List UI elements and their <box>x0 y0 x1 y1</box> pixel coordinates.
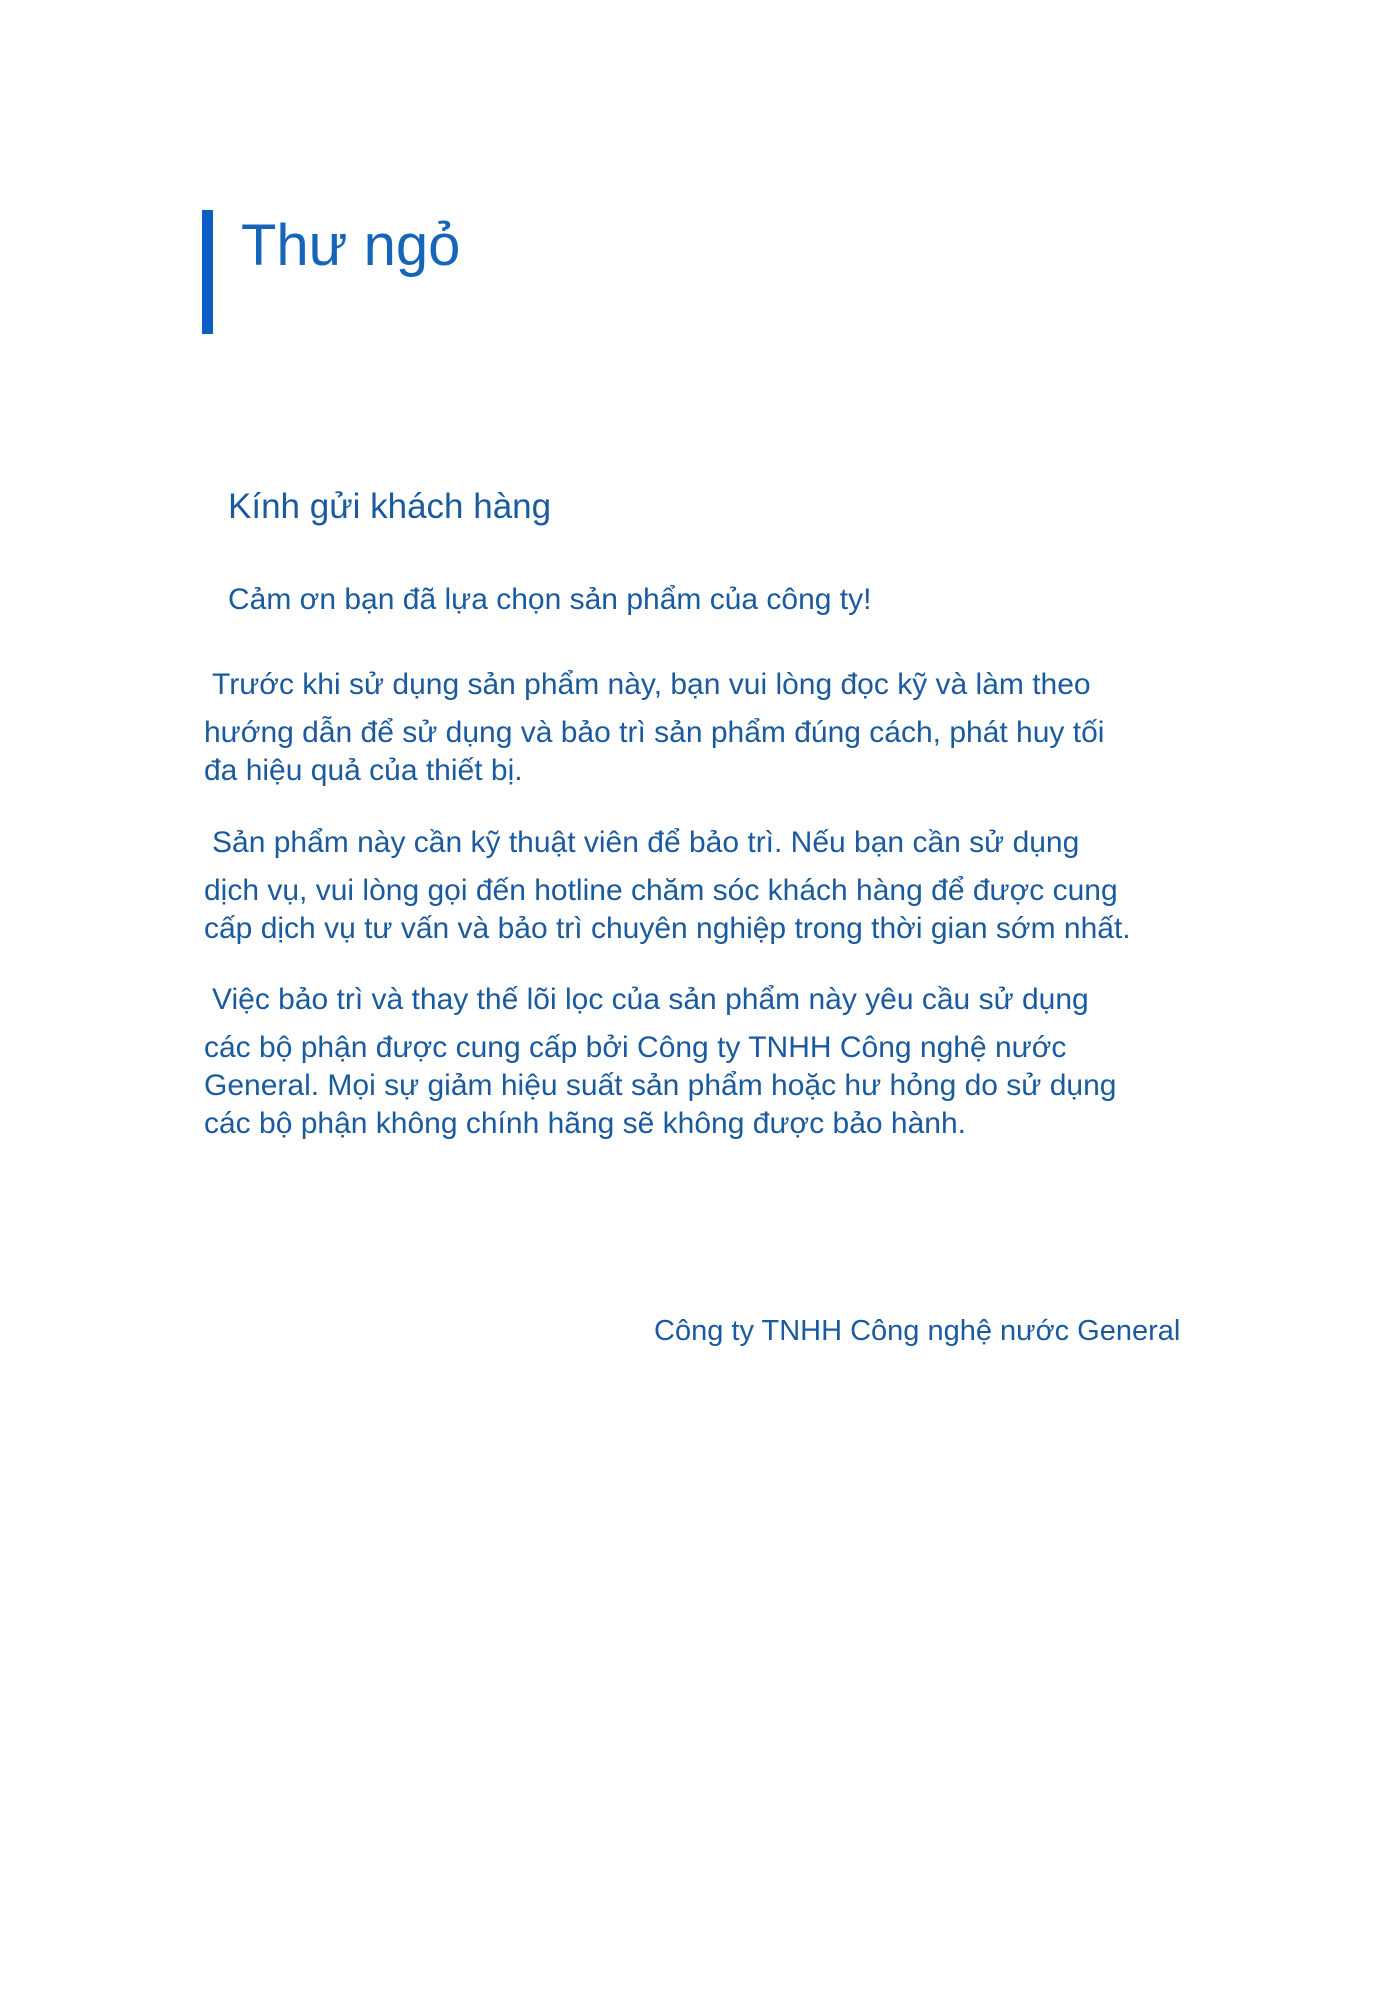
company-signature: Công ty TNHH Công nghệ nước General <box>654 1315 1181 1347</box>
paragraph-line: cấp dịch vụ tư vấn và bảo trì chuyên nghiệp trong thời gian sớm nhất. <box>204 912 1131 945</box>
paragraph-line: Việc bảo trì và thay thế lõi lọc của sản phẩm này yêu cầu sử dụng <box>212 983 1089 1016</box>
paragraph-instructions <box>204 666 1214 790</box>
paragraph-line: các bộ phận không chính hãng sẽ không được bảo hành. <box>204 1107 966 1140</box>
paragraph-service <box>204 824 1214 948</box>
paragraph-line: dịch vụ, vui lòng gọi đến hotline chăm sóc khách hàng để được cung <box>204 874 1118 907</box>
paragraph-line: Trước khi sử dụng sản phẩm này, bạn vui lòng đọc kỹ và làm theo <box>212 668 1091 701</box>
paragraph-warranty <box>204 981 1214 1143</box>
paragraph-line: đa hiệu quả của thiết bị. <box>204 754 523 787</box>
paragraph-line: các bộ phận được cung cấp bởi Công ty TNHH Công nghệ nước <box>204 1031 1067 1064</box>
paragraph-line: Sản phẩm này cần kỹ thuật viên để bảo trì. Nếu bạn cần sử dụng <box>212 826 1080 859</box>
paragraph-line: General. Mọi sự giảm hiệu suất sản phẩm hoặc hư hỏng do sử dụng <box>204 1069 1117 1102</box>
thanks-line: Cảm ơn bạn đã lựa chọn sản phẩm của công ty! <box>228 583 872 616</box>
greeting: Kính gửi khách hàng <box>228 487 552 526</box>
page-title: Thư ngỏ <box>241 213 461 278</box>
paragraph-line: hướng dẫn để sử dụng và bảo trì sản phẩm đúng cách, phát huy tối <box>204 716 1105 749</box>
title-block <box>202 210 460 334</box>
